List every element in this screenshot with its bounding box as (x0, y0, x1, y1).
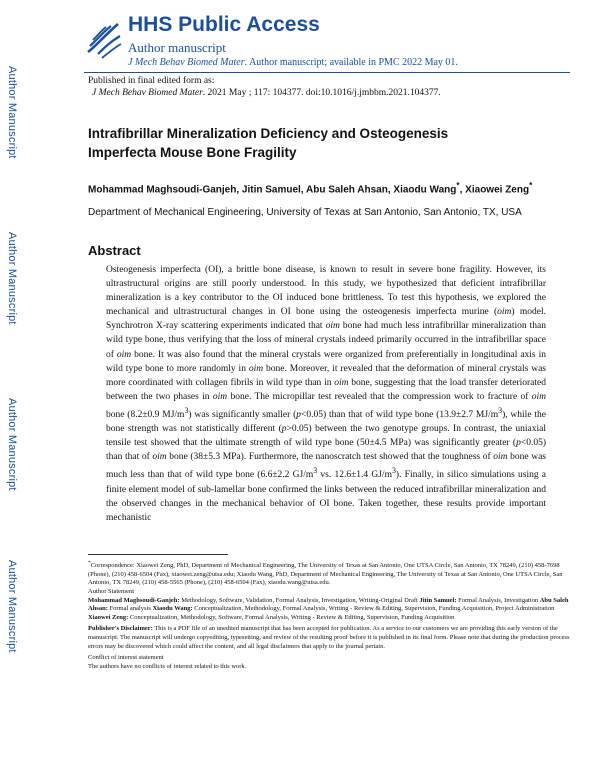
header-divider (84, 72, 570, 73)
conflict-label: Conflict of interest statement (88, 654, 164, 662)
journal-availability-line: J Mech Behav Biomed Mater. Author manuscript; available in PMC 2022 May 01. (128, 57, 458, 68)
side-label-4: Author Manuscript (6, 560, 18, 653)
abstract-body: Osteogenesis imperfecta (OI), a brittle bone disease, is known to result in severe bone fragility. However, its ultrastructural origins are still poorly understood. In this study, we hypothesized that deficient intrafibrillar mineralization is a key contributor to the OI induced bone brittleness. To test this hypothesis, we explored the mechanical and ultrastructural changes in OI bone using the osteogenesis imperfecta murine (oim) model. Synchrotron X-ray scattering experiments indicated that oim bone had much less intrafibrillar mineralization than wild type bone, thus verifying that the loss of mineral crystals indeed primarily occurred in the intrafibrillar space of oim bone. It was also found that the mineral crystals were organized from preferentially in longitudinal axis in wild type bone to more randomly in oim bone. Moreover, it revealed that the deformation of mineral crystals was more coordinated with collagen fibrils in wild type than in oim bone, suggesting that the load transfer deteriorated between the two phases in oim bone. The micropillar test revealed that the compression work to fracture of oim bone (8.2±0.9 $MJ/m^3$) was significantly smaller (p<0.05) than that of wild type bone (13.9±2.7 $MJ/m^3$), while the bone strength was not statistically different (p>0.05) between the two genotype groups. In contrast, the uniaxial tensile test showed that the ultimate strength of wild type bone (50±4.5 MPa) was significantly greater (p<0.05) than that of oim bone (38±5.3 MPa). Furthermore, the nanoscratch test showed that the toughness of oim bone was much less than that of wild type bone (6.6±2.2 $GJ/m^3$ vs. 12.6±1.4 $GJ/m^3$). Finally, in silico simulations using a finite element model of sub-lamellar bone confirmed the links between the reduced intrafibrillar mineralization and the observed changes in the mechanical behavior of OI bone. Taken together, these results provide important mechanistic (106, 265, 547, 523)
journal-abbrev: J Mech Behav Biomed Mater (128, 57, 245, 68)
footnote-divider (88, 554, 228, 555)
hhs-eagle-icon (84, 16, 124, 60)
side-label-1: Author Manuscript (6, 66, 18, 159)
footnotes (88, 559, 570, 671)
abstract-heading: Abstract (88, 243, 141, 258)
publisher-disclaimer: Publisher's Disclaimer: This is a PDF file of an unedited manuscript that has been accepted for publication. As a service to our customers we are providing this early version of the manuscript. The manuscript will undergo copyediting, typesetting, and review of the resulting proof before it is published in its final form. Please note that during the production process errors may be discovered which could affect the content, and all legal disclaimers that apply to the journal pertain. (88, 625, 570, 650)
hhs-title: HHS Public Access (128, 13, 320, 36)
affiliation: Department of Mechanical Engineering, University of Texas at San Antonio, San Antonio, TX, USA (88, 207, 522, 218)
citation-line: J Mech Behav Biomed Mater. 2021 May ; 117: 104377. doi:10.1016/j.jmbbm.2021.104377. (92, 88, 441, 98)
side-label-3: Author Manuscript (6, 398, 18, 491)
correspondence-note: *Correspondence: Xiaowei Zeng, PhD, Department of Mechanical Engineering, The University of Texas at San Antonio, One UTSA Circle, San Antonio, TX 78249, (210) 458-7698 (Phone), (210) 458-6504 (Fax), xiaowei.zeng@utsa.edu; Xiaodu Wang, PhD, Department of Mechanical Engineering, The University of Texas at San Antonio, One UTSA Circle, San Antonio, TX 78249, (210) 458-5565 (Phone), (210) 458-6504 (Fax), xiaodu.wang@utsa.edu. (88, 560, 563, 587)
conflict-text: The authors have no conflicts of interest related to this work. (88, 662, 247, 670)
published-label: Published in final edited form as: (88, 76, 215, 86)
author-list: Mohammad Maghsoudi-Ganjeh, Jitin Samuel, Abu Saleh Ahsan, Xiaodu Wang*, Xiaowei Zeng* (88, 180, 533, 196)
author-statement-label: Author Statement (88, 587, 135, 595)
manuscript-type: Author manuscript (128, 40, 226, 55)
paper-title: Intrafibrillar Mineralization Deficiency and Osteogenesis Imperfecta Mouse Bone Fragility (88, 126, 449, 160)
author-contributions: Mohammad Maghsoudi-Ganjeh: Methodology, Software, Validation, Formal Analysis, Investigation, Writing-Original Draft Jitin Samuel: Formal Analysis, Investigation Abu Saleh Ahsan: Formal analysis Xiaodu Wang: Conceptualization, Methodology, Formal Analysis, Writing - Review & Editing, Supervision, Funding Acquisition, Project Administration Xiaowei Zeng: Conceptualization, Methodology, Software, Formal Analysis, Writing - Review & Editing, Supervision, Funding Acquisition (88, 596, 569, 621)
side-label-2: Author Manuscript (6, 232, 18, 325)
